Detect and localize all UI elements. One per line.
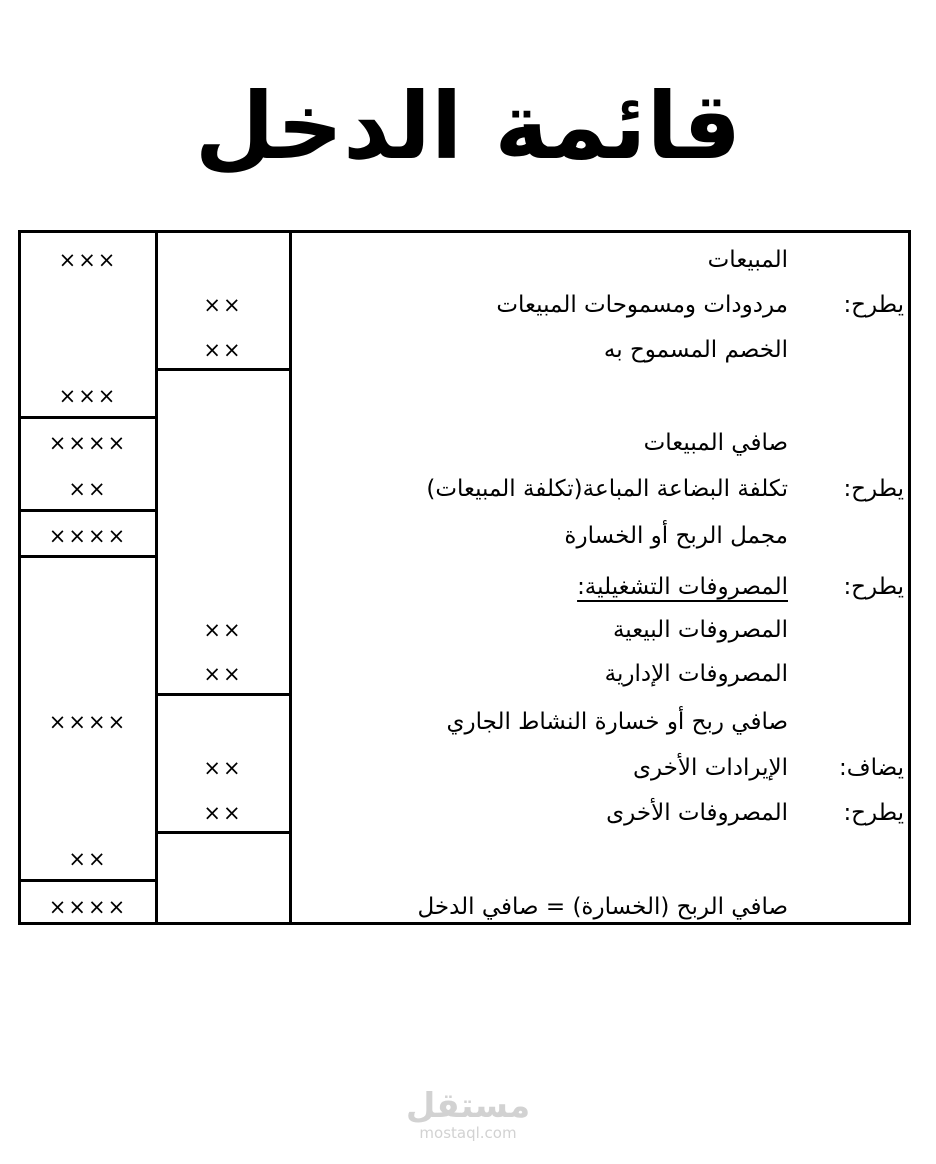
row-description: الخصم المسموح به — [603, 337, 788, 363]
amount-col2 — [157, 567, 289, 607]
subtotal-rule — [21, 416, 155, 419]
subtotal-rule — [21, 509, 155, 512]
amount-col1 — [21, 654, 155, 694]
amount-col2 — [157, 702, 289, 742]
row-description: صافي المبيعات — [643, 430, 788, 456]
statement-row — [21, 610, 914, 650]
amount-col2: ×× — [203, 756, 243, 780]
statement-row — [21, 654, 914, 694]
statement-row — [21, 240, 914, 280]
row-description: مردودات ومسموحات المبيعات — [496, 292, 788, 318]
row-description: المصروفات الأخرى — [606, 800, 788, 826]
row-operator: يطرح: — [843, 476, 904, 502]
row-description: تكلفة البضاعة المباعة(تكلفة المبيعات) — [426, 476, 788, 502]
amount-col2 — [157, 469, 289, 509]
subtotal-rule — [21, 879, 155, 882]
amount-col1: ×××× — [48, 431, 128, 455]
amount-col2 — [157, 376, 289, 416]
row-description: مجمل الربح أو الخسارة — [564, 523, 788, 549]
amount-col2 — [157, 240, 289, 280]
statement-row — [21, 330, 914, 370]
watermark-logo: مستقل — [405, 1086, 531, 1126]
amount-col1 — [21, 285, 155, 325]
amount-col1: ×× — [68, 847, 108, 871]
amount-col1: ×××× — [48, 710, 128, 734]
amount-col2 — [157, 516, 289, 556]
statement-row — [21, 376, 914, 416]
row-description: صافي الربح (الخسارة) = صافي الدخل — [417, 894, 788, 920]
amount-col1: ××× — [58, 248, 118, 272]
watermark-url: mostaql.com — [419, 1124, 517, 1142]
amount-col1 — [21, 330, 155, 370]
row-description: المصروفات البيعية — [612, 617, 788, 643]
row-description: الإيرادات الأخرى — [632, 755, 788, 781]
row-description: صافي ربح أو خسارة النشاط الجاري — [446, 709, 788, 735]
amount-col1 — [21, 748, 155, 788]
statement-row — [21, 839, 914, 879]
amount-col2: ×× — [203, 293, 243, 317]
income-statement-table — [18, 230, 911, 925]
statement-row — [21, 423, 914, 463]
row-operator: يطرح: — [843, 574, 904, 600]
section-heading: المصروفات التشغيلية: — [577, 574, 788, 600]
amount-col1: ×× — [68, 477, 108, 501]
amount-col2: ×× — [203, 338, 243, 362]
statement-row — [21, 567, 914, 607]
statement-row — [21, 469, 914, 509]
amount-col2: ×× — [203, 618, 243, 642]
amount-col1 — [21, 567, 155, 607]
amount-col2: ×× — [203, 801, 243, 825]
statement-row — [21, 516, 914, 556]
statement-row — [21, 793, 914, 833]
amount-col1: ×××× — [48, 895, 128, 919]
amount-col1 — [21, 610, 155, 650]
amount-col2 — [157, 423, 289, 463]
statement-row — [21, 887, 914, 927]
statement-row — [21, 285, 914, 325]
amount-col2: ×× — [203, 662, 243, 686]
row-operator: يضاف: — [839, 755, 904, 781]
amount-col1 — [21, 793, 155, 833]
row-description: المصروفات الإدارية — [604, 661, 788, 687]
page-title: قائمة الدخل — [194, 73, 742, 180]
row-description: المبيعات — [707, 247, 788, 273]
statement-row — [21, 748, 914, 788]
row-operator: يطرح: — [843, 800, 904, 826]
row-operator: يطرح: — [843, 292, 904, 318]
statement-row — [21, 702, 914, 742]
amount-col1: ×××× — [48, 524, 128, 548]
amount-col2 — [157, 887, 289, 927]
amount-col1: ××× — [58, 384, 118, 408]
amount-col2 — [157, 839, 289, 879]
